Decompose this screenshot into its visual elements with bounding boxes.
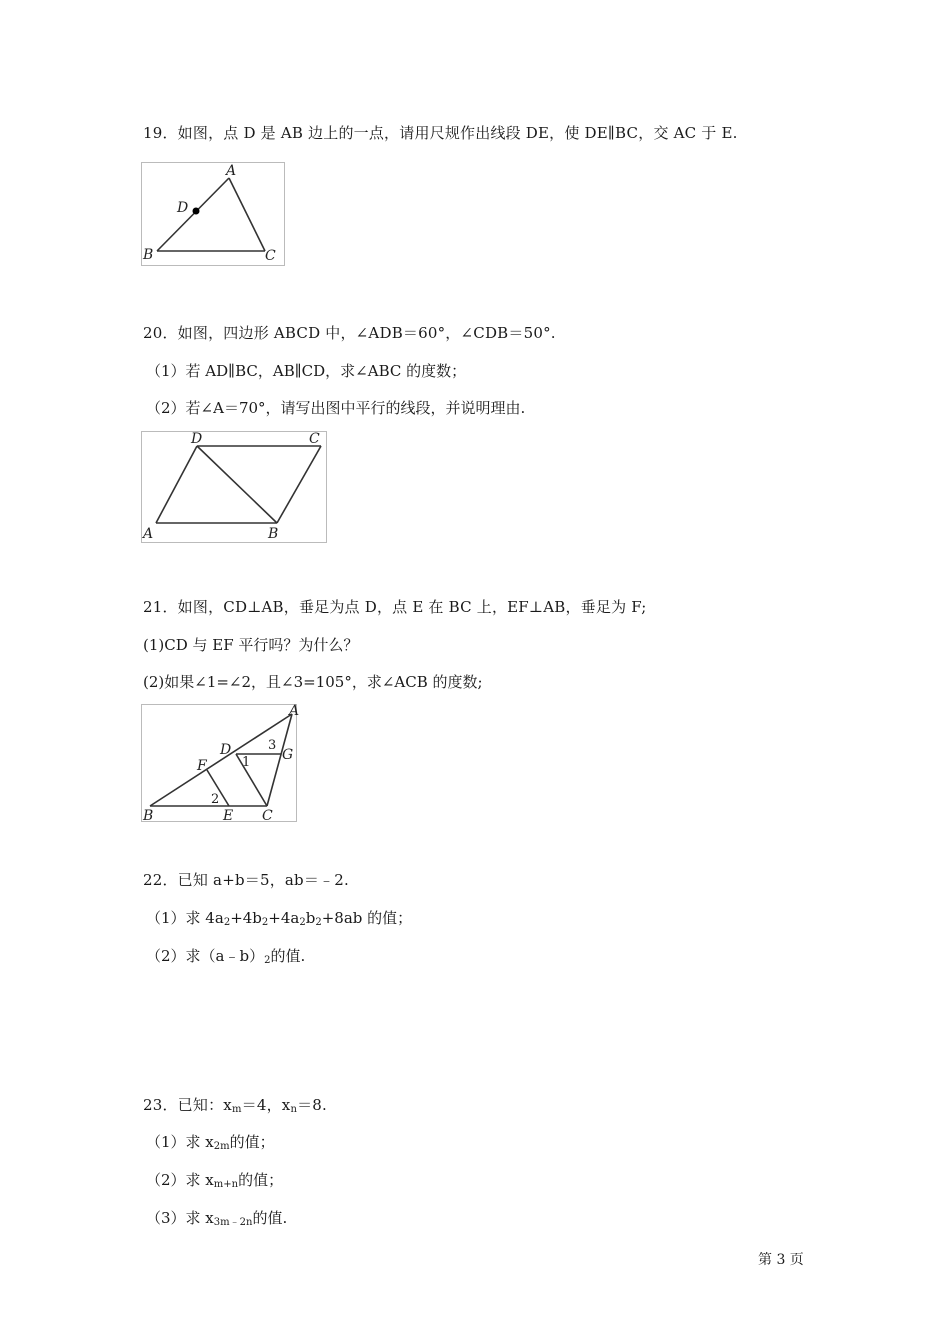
label-b: B <box>268 526 279 542</box>
segment-ad <box>156 446 197 523</box>
angle-1-label: 1 <box>242 755 251 770</box>
q20-part1: （1）若 AD∥BC，AB∥CD，求∠ABC 的度数； <box>146 362 467 380</box>
label-c: C <box>265 248 276 264</box>
segment-ab <box>157 178 229 251</box>
label-f: F <box>197 758 207 774</box>
segment-dc <box>236 754 267 806</box>
angle-3-label: 3 <box>268 738 277 753</box>
label-c: C <box>309 431 320 447</box>
q22-part1: （1）求 4a2+4b2+4a2b2+8ab 的值； <box>146 909 413 928</box>
label-a: A <box>289 703 300 719</box>
page-number: 第 3 页 <box>758 1252 804 1268</box>
q20-text: 20．如图，四边形 ABCD 中，∠ADB＝60°，∠CDB＝50°. <box>143 324 556 342</box>
q20-figure <box>141 431 327 543</box>
q21-text: 21．如图，CD⊥AB，垂足为点 D，点 E 在 BC 上，EF⊥AB，垂足为 F; <box>143 598 647 616</box>
segment-ac <box>229 178 265 251</box>
q20-part2: （2）若∠A＝70°，请写出图中平行的线段，并说明理由. <box>146 399 526 417</box>
q21-part1: (1)CD 与 EF 平行吗？为什么？ <box>143 636 359 654</box>
q22-part2: （2）求（a﹣b）2的值. <box>146 947 306 966</box>
label-a: A <box>226 163 237 179</box>
q19-text: 19．如图，点 D 是 AB 边上的一点，请用尺规作出线段 DE，使 DE∥BC，交 AC 于 E. <box>143 124 738 142</box>
q21-part2: (2)如果∠1=∠2，且∠3=105°，求∠ACB 的度数; <box>143 673 483 691</box>
point-d <box>193 208 200 215</box>
q23-part1: （1）求 x2m的值； <box>146 1133 275 1152</box>
label-e: E <box>223 808 234 824</box>
label-d: D <box>191 431 203 447</box>
q23-text: 23．已知：xm＝4，xn＝8. <box>143 1096 328 1115</box>
label-d: D <box>177 200 189 216</box>
q22-text: 22．已知 a+b＝5，ab＝﹣2. <box>143 871 349 889</box>
label-g: G <box>282 747 294 763</box>
q23-part2: （2）求 xm+n的值； <box>146 1171 284 1190</box>
segment-db <box>197 446 277 523</box>
q23-part3: （3）求 x3m﹣2n的值. <box>146 1209 288 1228</box>
q19-figure <box>141 162 285 266</box>
label-c: C <box>262 808 273 824</box>
label-a: A <box>143 526 154 542</box>
angle-2-label: 2 <box>211 792 220 807</box>
label-b: B <box>143 808 154 824</box>
label-b: B <box>143 247 154 263</box>
label-d: D <box>220 742 232 758</box>
q21-figure <box>141 703 300 824</box>
segment-bc <box>277 446 321 523</box>
